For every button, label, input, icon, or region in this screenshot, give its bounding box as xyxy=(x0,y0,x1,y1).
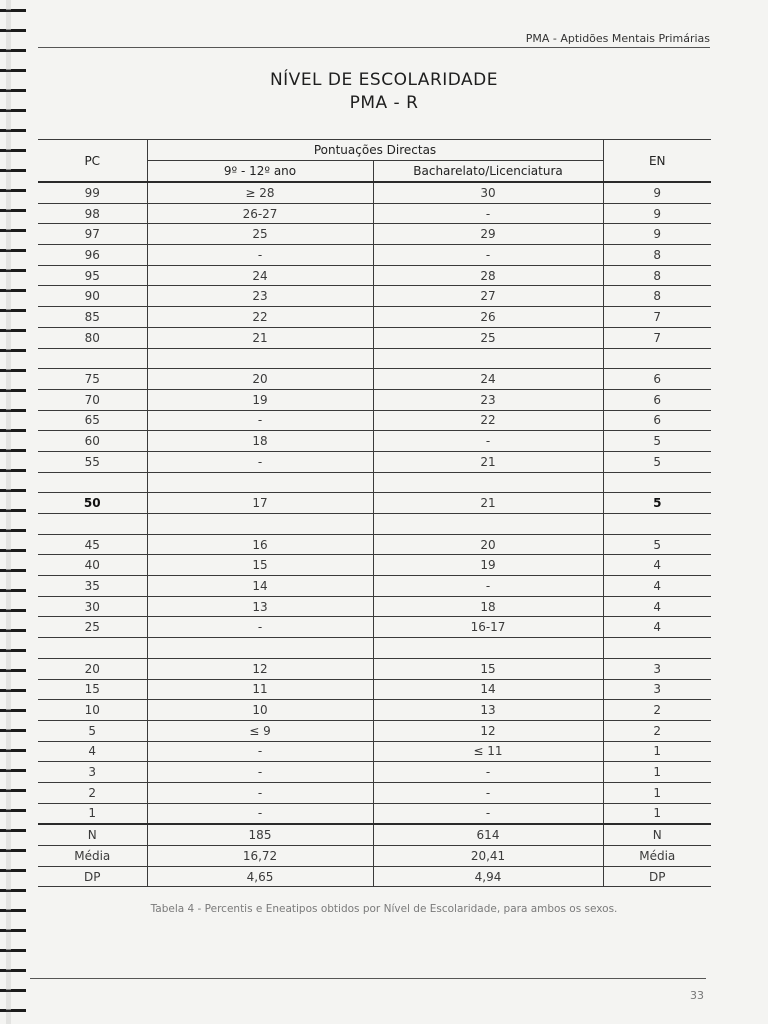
col2-cell: 27 xyxy=(373,286,603,307)
col1-cell: 22 xyxy=(147,307,373,328)
col2-cell: ≤ 11 xyxy=(373,741,603,762)
table-row xyxy=(38,576,711,597)
table-row xyxy=(38,720,711,741)
col1-cell: - xyxy=(147,451,373,472)
table-row xyxy=(38,327,711,348)
pc xyxy=(38,514,147,535)
en: 4 xyxy=(603,596,711,617)
col2-cell xyxy=(373,638,603,659)
pc: 90 xyxy=(38,286,147,307)
table-row xyxy=(38,245,711,266)
stat-label: Média xyxy=(38,846,147,867)
pc: 85 xyxy=(38,307,147,328)
en xyxy=(603,472,711,493)
en: 8 xyxy=(603,286,711,307)
col2-cell: - xyxy=(373,203,603,224)
table-row xyxy=(38,762,711,783)
pc: 30 xyxy=(38,596,147,617)
stat-label: DP xyxy=(38,866,147,887)
pc: 25 xyxy=(38,617,147,638)
en: 2 xyxy=(603,700,711,721)
header-rule xyxy=(38,47,710,48)
pc: 35 xyxy=(38,576,147,597)
pc: 4 xyxy=(38,741,147,762)
col2-cell: 28 xyxy=(373,265,603,286)
col1-cell xyxy=(147,348,373,369)
header-pc: PC xyxy=(38,140,147,183)
stat-col1: 16,72 xyxy=(147,846,373,867)
pc: 50 xyxy=(38,493,147,514)
table-row xyxy=(38,534,711,555)
stat-en: N xyxy=(603,824,711,845)
en: 1 xyxy=(603,741,711,762)
pc: 10 xyxy=(38,700,147,721)
en: 8 xyxy=(603,265,711,286)
footer-rule xyxy=(30,978,706,979)
page-number: 33 xyxy=(690,989,704,1002)
table-row xyxy=(38,286,711,307)
header-col2: Bacharelato/Licenciatura xyxy=(373,161,603,183)
header-en: EN xyxy=(603,140,711,183)
pc: 60 xyxy=(38,431,147,452)
col2-cell xyxy=(373,472,603,493)
stats-row xyxy=(38,846,711,867)
col1-cell xyxy=(147,638,373,659)
table-row xyxy=(38,596,711,617)
pc: 98 xyxy=(38,203,147,224)
col1-cell: 23 xyxy=(147,286,373,307)
col2-cell: 22 xyxy=(373,410,603,431)
spiral-binding xyxy=(0,0,26,1024)
col1-cell xyxy=(147,472,373,493)
pc xyxy=(38,348,147,369)
pc xyxy=(38,638,147,659)
pc: 95 xyxy=(38,265,147,286)
col1-cell: 11 xyxy=(147,679,373,700)
en: 2 xyxy=(603,720,711,741)
en: 6 xyxy=(603,369,711,390)
col2-cell: 21 xyxy=(373,493,603,514)
table-row xyxy=(38,410,711,431)
table-row xyxy=(38,389,711,410)
en: 3 xyxy=(603,679,711,700)
en xyxy=(603,514,711,535)
page-title: NÍVEL DE ESCOLARIDADE xyxy=(269,70,499,90)
stat-col1: 185 xyxy=(147,824,373,845)
stat-col1: 4,65 xyxy=(147,866,373,887)
col1-cell: 13 xyxy=(147,596,373,617)
table-row xyxy=(38,307,711,328)
stat-en: Média xyxy=(603,846,711,867)
col2-cell: 26 xyxy=(373,307,603,328)
col1-cell: - xyxy=(147,245,373,266)
col1-cell: 25 xyxy=(147,224,373,245)
en: 4 xyxy=(603,555,711,576)
col1-cell: 17 xyxy=(147,493,373,514)
pc: 55 xyxy=(38,451,147,472)
col2-cell: 18 xyxy=(373,596,603,617)
col1-cell: - xyxy=(147,803,373,824)
table-row xyxy=(38,493,711,514)
en: 1 xyxy=(603,762,711,783)
col2-cell xyxy=(373,514,603,535)
pc: 15 xyxy=(38,679,147,700)
table-row xyxy=(38,617,711,638)
table-row xyxy=(38,679,711,700)
col1-cell: - xyxy=(147,782,373,803)
col1-cell: 18 xyxy=(147,431,373,452)
en xyxy=(603,638,711,659)
table-row xyxy=(38,782,711,803)
page-subtitle: PMA - R xyxy=(349,93,419,113)
col1-cell: 12 xyxy=(147,658,373,679)
en: 7 xyxy=(603,327,711,348)
col2-cell: 30 xyxy=(373,182,603,203)
pc: 3 xyxy=(38,762,147,783)
col2-cell: 21 xyxy=(373,451,603,472)
col1-cell: - xyxy=(147,617,373,638)
col2-cell: 25 xyxy=(373,327,603,348)
pc: 65 xyxy=(38,410,147,431)
table-row xyxy=(38,638,711,659)
col2-cell xyxy=(373,348,603,369)
table-row xyxy=(38,431,711,452)
col1-cell: 24 xyxy=(147,265,373,286)
pc: 97 xyxy=(38,224,147,245)
header-group: Pontuações Directas xyxy=(147,140,603,161)
en xyxy=(603,348,711,369)
col1-cell: ≤ 9 xyxy=(147,720,373,741)
pc: 99 xyxy=(38,182,147,203)
stats-row xyxy=(38,824,711,845)
pc: 1 xyxy=(38,803,147,824)
table-row xyxy=(38,451,711,472)
col1-cell: 19 xyxy=(147,389,373,410)
col1-cell: 16 xyxy=(147,534,373,555)
stats-row xyxy=(38,866,711,887)
pc: 20 xyxy=(38,658,147,679)
en: 5 xyxy=(603,451,711,472)
pc: 80 xyxy=(38,327,147,348)
col2-cell: - xyxy=(373,431,603,452)
table-row xyxy=(38,182,711,203)
table-row xyxy=(38,203,711,224)
col2-cell: - xyxy=(373,803,603,824)
col1-cell xyxy=(147,514,373,535)
col1-cell: 26-27 xyxy=(147,203,373,224)
table-row xyxy=(38,514,711,535)
pc: 5 xyxy=(38,720,147,741)
header-col1: 9º - 12º ano xyxy=(147,161,373,183)
col2-cell: - xyxy=(373,762,603,783)
pc: 75 xyxy=(38,369,147,390)
en: 8 xyxy=(603,245,711,266)
col1-cell: - xyxy=(147,410,373,431)
en: 1 xyxy=(603,782,711,803)
table-body xyxy=(38,182,711,824)
col2-cell: 19 xyxy=(373,555,603,576)
stat-col2: 614 xyxy=(373,824,603,845)
pc: 2 xyxy=(38,782,147,803)
en: 4 xyxy=(603,576,711,597)
col2-cell: 14 xyxy=(373,679,603,700)
table-stats xyxy=(38,824,711,887)
en: 9 xyxy=(603,182,711,203)
col2-cell: 13 xyxy=(373,700,603,721)
table-caption: Tabela 4 - Percentis e Eneatipos obtidos por Nível de Escolaridade, para ambos os sexos. xyxy=(150,903,618,915)
col2-cell: 16-17 xyxy=(373,617,603,638)
col2-cell: 15 xyxy=(373,658,603,679)
en: 3 xyxy=(603,658,711,679)
stat-col2: 4,94 xyxy=(373,866,603,887)
en: 6 xyxy=(603,389,711,410)
table-row xyxy=(38,803,711,824)
en: 4 xyxy=(603,617,711,638)
col1-cell: 21 xyxy=(147,327,373,348)
col2-cell: - xyxy=(373,782,603,803)
table-row xyxy=(38,555,711,576)
pc: 45 xyxy=(38,534,147,555)
col2-cell: 29 xyxy=(373,224,603,245)
col1-cell: 15 xyxy=(147,555,373,576)
table-row xyxy=(38,348,711,369)
stat-en: DP xyxy=(603,866,711,887)
running-header: PMA - Aptidões Mentais Primárias xyxy=(525,32,710,45)
col2-cell: 23 xyxy=(373,389,603,410)
norms-table xyxy=(38,139,711,887)
col2-cell: - xyxy=(373,576,603,597)
table-row xyxy=(38,224,711,245)
col2-cell: 20 xyxy=(373,534,603,555)
table-row xyxy=(38,472,711,493)
pc xyxy=(38,472,147,493)
en: 5 xyxy=(603,534,711,555)
table-row xyxy=(38,658,711,679)
table-row xyxy=(38,369,711,390)
pc: 70 xyxy=(38,389,147,410)
pc: 40 xyxy=(38,555,147,576)
en: 9 xyxy=(603,203,711,224)
en: 5 xyxy=(603,431,711,452)
en: 9 xyxy=(603,224,711,245)
col1-cell: 10 xyxy=(147,700,373,721)
stat-col2: 20,41 xyxy=(373,846,603,867)
table-row xyxy=(38,700,711,721)
pc: 96 xyxy=(38,245,147,266)
en: 7 xyxy=(603,307,711,328)
col2-cell: 24 xyxy=(373,369,603,390)
col2-cell: 12 xyxy=(373,720,603,741)
col1-cell: - xyxy=(147,741,373,762)
stat-label: N xyxy=(38,824,147,845)
col1-cell: 20 xyxy=(147,369,373,390)
en: 6 xyxy=(603,410,711,431)
col2-cell: - xyxy=(373,245,603,266)
col1-cell: ≥ 28 xyxy=(147,182,373,203)
en: 1 xyxy=(603,803,711,824)
col1-cell: 14 xyxy=(147,576,373,597)
table-row xyxy=(38,741,711,762)
table-row xyxy=(38,265,711,286)
col1-cell: - xyxy=(147,762,373,783)
en: 5 xyxy=(603,493,711,514)
